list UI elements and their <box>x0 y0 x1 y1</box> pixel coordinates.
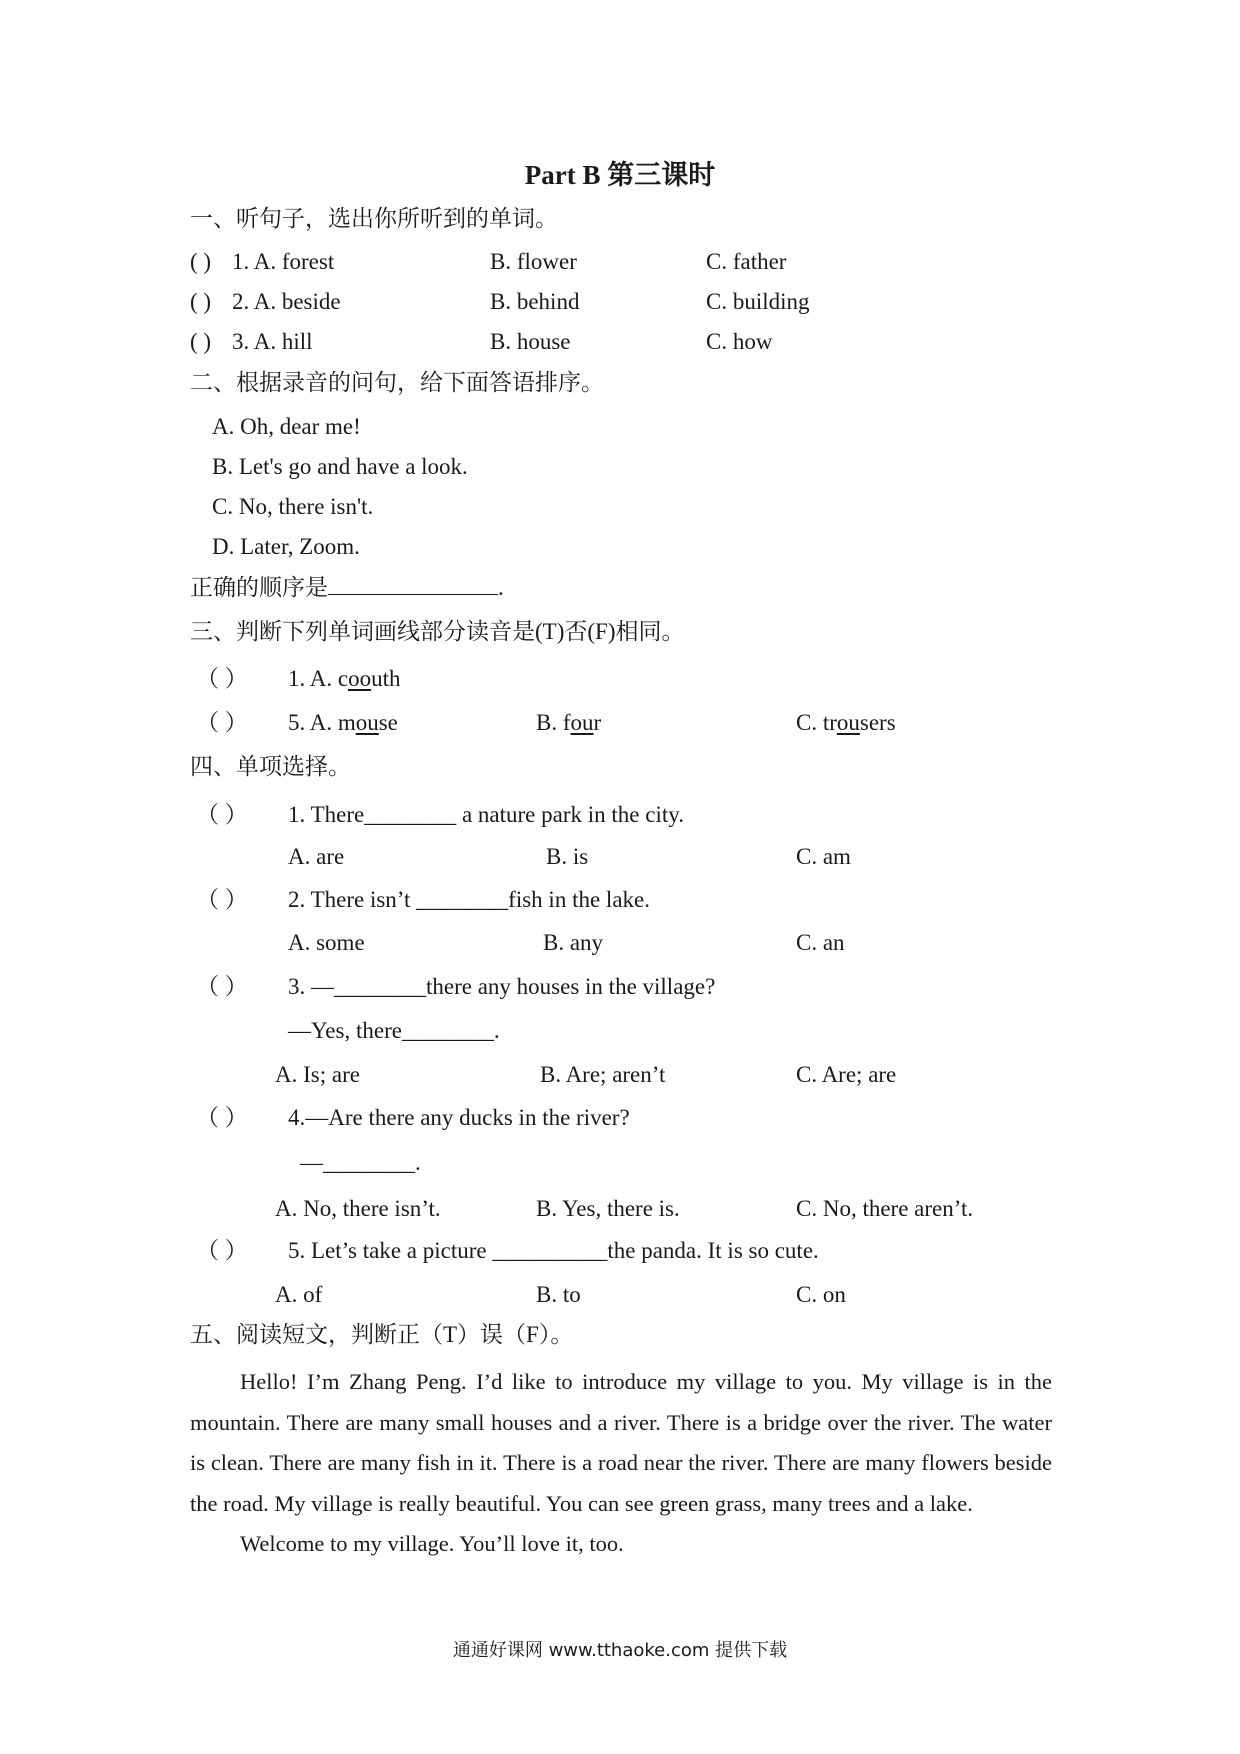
s2-order-end: . <box>498 575 504 600</box>
s4-q4-a: A. No, there isn’t. <box>275 1196 441 1221</box>
s3-q5-b: B. four <box>536 710 602 735</box>
s4-q3-line2: —Yes, there________. <box>288 1018 500 1043</box>
s4-q1-text: 1. There________ a nature park in the city. <box>288 802 684 827</box>
s4-q5-c: C. on <box>796 1282 846 1307</box>
s1-q2-c: C. building <box>706 289 810 314</box>
s1-q1-c: C. father <box>706 249 787 274</box>
s4-q2-c: C. an <box>796 930 845 955</box>
s4-q2-paren[interactable]: （ ） <box>196 887 248 912</box>
s4-q3-text: 3. —________there any houses in the village? <box>288 974 716 999</box>
s4-q3-b: B. Are; aren’t <box>540 1062 666 1087</box>
footer-watermark: 通通好课网 www.tthaoke.com 提供下载 <box>452 1640 788 1661</box>
s1-q1-b: B. flower <box>490 249 577 274</box>
s1-q2-a: 2. A. beside <box>232 289 341 314</box>
s1-q3-paren[interactable]: ( ) <box>190 329 212 354</box>
s1-q1-paren[interactable]: ( ) <box>190 249 212 274</box>
s4-q4-b: B. Yes, there is. <box>536 1196 680 1221</box>
s4-q2-b: B. any <box>543 930 604 955</box>
s2-option-a: A. Oh, dear me! <box>212 414 361 439</box>
s4-q2-text: 2. There isn’t ________fish in the lake. <box>288 887 650 912</box>
s3-q1-underlined: oo <box>348 666 372 691</box>
s2-order-row <box>190 572 504 603</box>
s4-q1-b: B. is <box>546 844 589 869</box>
passage-paragraph-1: Hello! I’m Zhang Peng. I’d like to introduce my village to you. My village is in the mountain. There are many small houses and a river. There is a bridge over the river. The water is clean. There are many fish in it. There is a road near the river. There are many flowers beside the road. My village is really beautiful. You can see green grass, many trees and a lake. <box>190 1369 1052 1516</box>
s3-q1-a: 1. A. coouth <box>288 666 401 691</box>
reading-passage <box>190 1362 1052 1565</box>
s2-option-b: B. Let's go and have a look. <box>212 454 468 479</box>
section-3-heading: 三、判断下列单词画线部分读音是(T)否(F)相同。 <box>190 619 685 644</box>
s1-q1-a: 1. A. forest <box>232 249 335 274</box>
s4-q5-text: 5. Let’s take a picture __________the panda. It is so cute. <box>288 1238 819 1263</box>
s2-option-d: D. Later, Zoom. <box>212 534 360 559</box>
s3-q5-c: C. trousers <box>796 710 896 735</box>
section-2-heading: 二、根据录音的问句，给下面答语排序。 <box>190 370 604 395</box>
s4-q3-a: A. Is; are <box>275 1062 360 1087</box>
s3-q5-a: 5. A. mouse <box>288 710 398 735</box>
s1-q2-b: B. behind <box>490 289 580 314</box>
s3-q5-c-underlined: ou <box>836 710 860 735</box>
s3-q1-paren[interactable]: （ ） <box>196 666 248 691</box>
s4-q2-a: A. some <box>288 930 365 955</box>
s2-option-c: C. No, there isn't. <box>212 494 374 519</box>
page-title: Part B 第三课时 <box>524 160 716 190</box>
s1-q2-paren[interactable]: ( ) <box>190 289 212 314</box>
s4-q4-text: 4.—Are there any ducks in the river? <box>288 1105 630 1130</box>
s4-q4-c: C. No, there aren’t. <box>796 1196 974 1221</box>
s1-q3-c: C. how <box>706 329 773 354</box>
s3-q5-a-underlined: ou <box>355 710 379 735</box>
s4-q3-c: C. Are; are <box>796 1062 897 1087</box>
s2-order-label: 正确的顺序是 <box>190 575 328 600</box>
s4-q1-paren[interactable]: （ ） <box>196 802 248 827</box>
s1-q3-b: B. house <box>490 329 571 354</box>
section-5-heading: 五、阅读短文，判断正（T）误（F）。 <box>190 1322 574 1347</box>
s4-q4-paren[interactable]: （ ） <box>196 1105 248 1130</box>
s3-q5-paren[interactable]: （ ） <box>196 710 248 735</box>
s4-q5-paren[interactable]: （ ） <box>196 1238 248 1263</box>
s2-order-blank[interactable] <box>328 572 498 595</box>
section-1-heading: 一、听句子，选出你所听到的单词。 <box>190 206 558 231</box>
s4-q4-line2: —________. <box>300 1150 421 1175</box>
s4-q3-paren[interactable]: （ ） <box>196 974 248 999</box>
s4-q1-c: C. am <box>796 844 851 869</box>
s1-q3-a: 3. A. hill <box>232 329 313 354</box>
s4-q5-a: A. of <box>275 1282 323 1307</box>
passage-paragraph-2: Welcome to my village. You’ll love it, too. <box>240 1531 624 1556</box>
s3-q5-b-underlined: ou <box>570 710 594 735</box>
s4-q5-b: B. to <box>536 1282 581 1307</box>
s4-q1-a: A. are <box>288 844 345 869</box>
section-4-heading: 四、单项选择。 <box>190 754 351 779</box>
